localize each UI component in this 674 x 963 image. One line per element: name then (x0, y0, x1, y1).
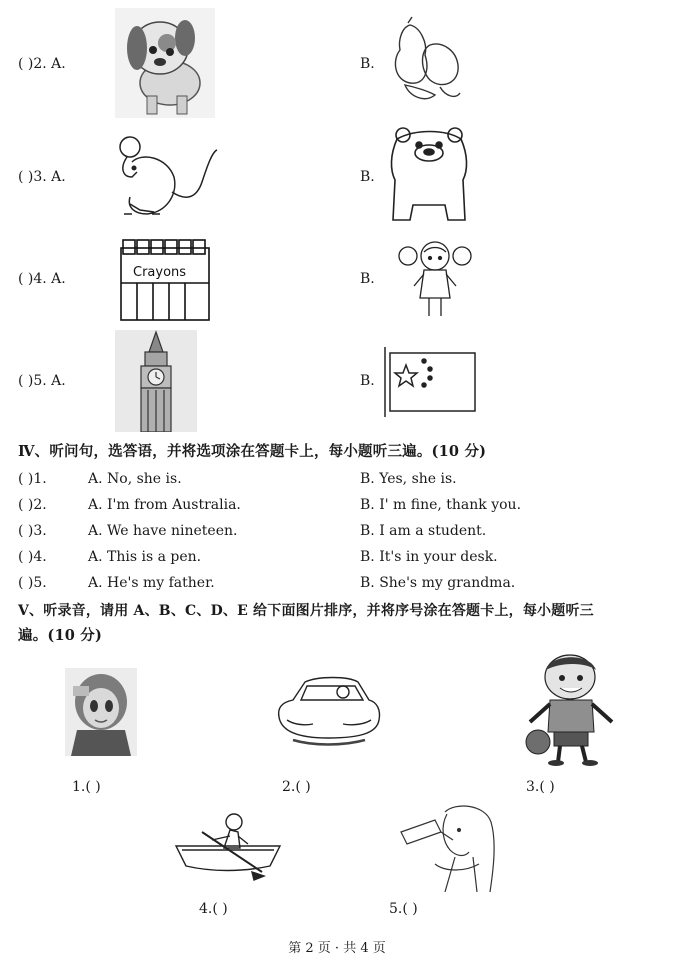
s4-q1-option-a: A. No, she is. (88, 471, 182, 487)
car-icon (273, 672, 383, 747)
bear-icon (385, 125, 475, 230)
boy-basketball-icon (520, 652, 624, 766)
s4-q4-number: ( )4. (18, 549, 47, 565)
s5-item-1-label: 1.( ) (72, 779, 101, 795)
s4-q5-option-a: A. He's my father. (88, 575, 215, 591)
s4-q1-number: ( )1. (18, 471, 47, 487)
s4-q2-option-b: B. I' m fine, thank you. (360, 497, 522, 513)
s4-q5-option-b: B. She's my grandma. (360, 575, 516, 591)
s4-q3-option-b: B. I am a student. (360, 523, 487, 539)
dog-icon (115, 8, 215, 118)
question-4-number: ( )4. A. (18, 271, 66, 287)
s4-q3-option-a: A. We have nineteen. (88, 523, 238, 539)
question-5-number: ( )5. A. (18, 373, 66, 389)
s4-q1-option-b: B. Yes, she is. (360, 471, 457, 487)
s5-item-3-label: 3.( ) (526, 779, 555, 795)
girl-drinking-icon (395, 802, 500, 894)
s4-q5-number: ( )5. (18, 575, 47, 591)
s5-item-5-label: 5.( ) (389, 901, 418, 917)
question-3-number: ( )3. A. (18, 169, 66, 185)
section-5-heading-line-2: 遍。(10 分) (18, 627, 103, 644)
s4-q3-number: ( )3. (18, 523, 47, 539)
s4-q4-option-b: B. It's in your desk. (360, 549, 498, 565)
girl-icon (396, 238, 474, 320)
page-footer: 第 2 页 · 共 4 页 (288, 941, 386, 956)
s4-q2-option-a: A. I'm from Australia. (88, 497, 241, 513)
mouse-icon (112, 132, 220, 222)
section-4-heading: Ⅳ、听问句，选答语，并将选项涂在答题卡上，每小题听三遍。(10 分) (18, 443, 487, 460)
s4-q2-number: ( )2. (18, 497, 47, 513)
question-3-option-b: B. (360, 169, 375, 185)
s5-item-2-label: 2.( ) (282, 779, 311, 795)
question-4-option-b: B. (360, 271, 375, 287)
s5-item-4-label: 4.( ) (199, 901, 228, 917)
girl-looking-icon (65, 668, 137, 756)
china-flag-icon (380, 345, 480, 420)
crayons-box-label: Crayons (133, 265, 187, 280)
pears-icon (380, 15, 465, 105)
question-5-option-b: B. (360, 373, 375, 389)
s4-q4-option-a: A. This is a pen. (88, 549, 202, 565)
section-5-heading-line-1: Ⅴ、听录音，请用 A、B、C、D、E 给下面图片排序，并将序号涂在答题卡上，每小题听三 (18, 603, 594, 619)
big-ben-icon (115, 330, 197, 432)
question-2-option-b: B. (360, 56, 375, 72)
rowing-boat-icon (172, 810, 284, 885)
question-2-number: ( )2. A. (18, 56, 66, 72)
crayons-icon (117, 238, 213, 323)
